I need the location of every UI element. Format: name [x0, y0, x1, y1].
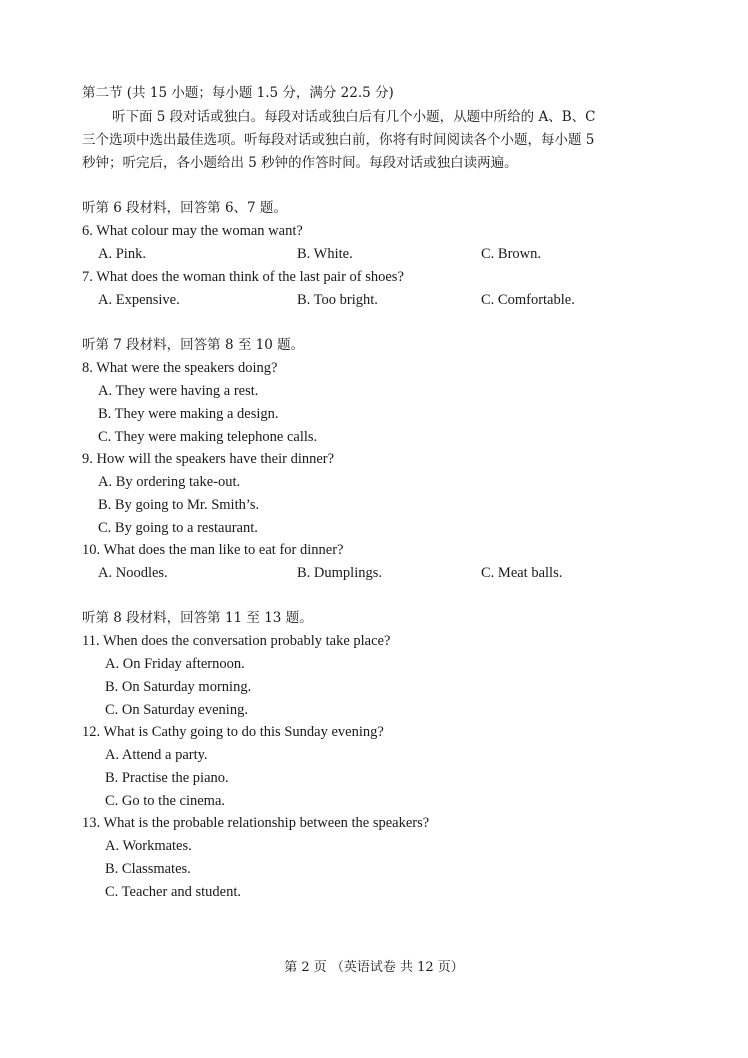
instruction-line-3: 秒钟；听完后，各小题给出 5 秒钟的作答时间。每段对话或独白读两遍。 [82, 155, 518, 171]
option-a: A. By ordering take-out. [98, 474, 241, 490]
section-title: 第二节 (共 15 小题；每小题 1.5 分，满分 22.5 分) [82, 85, 394, 101]
option-b: B. White. [297, 246, 353, 262]
instruction-line-1: 听下面 5 段对话或独白。每段对话或独白后有几个小题，从题中所给的 A、B、C [112, 109, 596, 125]
option-b: B. On Saturday morning. [105, 679, 252, 695]
group-heading: 听第 6 段材料，回答第 6、7 题。 [82, 200, 287, 216]
question-stem: 11. When does the conversation probably take place? [82, 633, 391, 649]
option-c: C. Go to the cinema. [105, 793, 226, 809]
option-b: B. Classmates. [105, 861, 191, 877]
question-stem: 8. What were the speakers doing? [82, 360, 278, 376]
group-heading: 听第 8 段材料，回答第 11 至 13 题。 [82, 610, 313, 626]
instruction-line-2: 三个选项中选出最佳选项。听每段对话或独白前，你将有时间阅读各个小题，每小题 5 [82, 132, 595, 148]
group-heading: 听第 7 段材料，回答第 8 至 10 题。 [82, 337, 305, 353]
question-stem: 6. What colour may the woman want? [82, 223, 303, 239]
option-a: A. They were having a rest. [98, 383, 259, 399]
question-stem: 10. What does the man like to eat for dinner? [82, 542, 344, 558]
question-stem: 13. What is the probable relationship between the speakers? [82, 815, 430, 831]
option-a: A. Noodles. [98, 565, 168, 581]
option-c: C. On Saturday evening. [105, 702, 248, 718]
option-a: A. Pink. [98, 246, 146, 262]
question-stem: 12. What is Cathy going to do this Sunday evening? [82, 724, 384, 740]
option-a: A. Workmates. [105, 838, 192, 854]
option-a: A. Expensive. [98, 292, 180, 308]
page-footer: 第 2 页 （英语试卷 共 12 页） [284, 960, 464, 975]
option-c: C. Teacher and student. [105, 884, 242, 900]
option-b: B. Dumplings. [297, 565, 382, 581]
option-c: C. Comfortable. [481, 292, 575, 308]
question-stem: 9. How will the speakers have their dinner? [82, 451, 335, 467]
option-a: A. On Friday afternoon. [105, 656, 245, 672]
option-c: C. Brown. [481, 246, 542, 262]
option-a: A. Attend a party. [105, 747, 208, 763]
option-b: B. They were making a design. [98, 406, 279, 422]
option-b: B. By going to Mr. Smith’s. [98, 497, 260, 513]
question-stem: 7. What does the woman think of the last pair of shoes? [82, 269, 404, 285]
option-c: C. They were making telephone calls. [98, 429, 318, 445]
option-b: B. Too bright. [297, 292, 378, 308]
option-c: C. By going to a restaurant. [98, 520, 258, 536]
option-b: B. Practise the piano. [105, 770, 229, 786]
option-c: C. Meat balls. [481, 565, 563, 581]
